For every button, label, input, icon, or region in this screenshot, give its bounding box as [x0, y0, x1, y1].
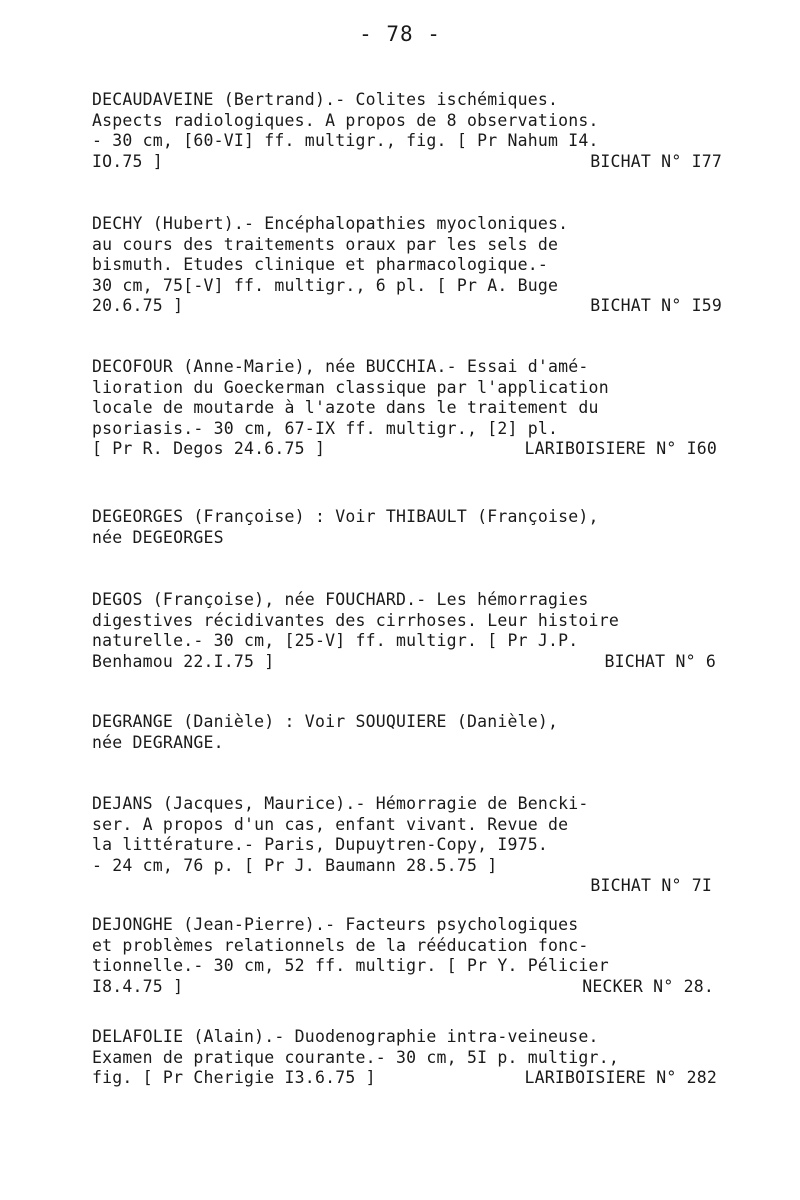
entry-text-line: née DEGEORGES [92, 527, 224, 547]
entry-text-line: DECHY (Hubert).- Encéphalopathies myocloniques. [92, 214, 569, 233]
entry-text-line: DEGRANGE (Danièle) : Voir SOUQUIERE (Danièle), [92, 712, 559, 731]
entry-text-line: - 30 cm, [60-VI] ff. multigr., fig. [ Pr Nahum I4. [92, 131, 599, 150]
entry-location: LARIBOISIERE N° I60 [524, 439, 717, 458]
entry-location: LARIBOISIERE N° 282 [524, 1068, 717, 1087]
bibliography-entry [92, 794, 722, 897]
entry-text-line: DECOFOUR (Anne-Marie), née BUCCHIA.- Essai d'amé- [92, 357, 589, 376]
entry-text-line: DEGOS (Françoise), née FOUCHARD.- Les hémorragies [92, 590, 589, 609]
entry-text-line: DEJANS (Jacques, Maurice).- Hémorragie de Bencki- [92, 794, 589, 813]
entry-text-line: I8.4.75 ] [92, 976, 184, 996]
entry-last-row [92, 439, 717, 460]
entry-location: BICHAT N° I59 [590, 296, 722, 315]
entry-last-row [92, 1068, 717, 1089]
entry-last-row [92, 977, 722, 998]
entry-text-line: 30 cm, 75[-V] ff. multigr., 6 pl. [ Pr A. Buge [92, 275, 559, 295]
entry-text-line: et problèmes relationnels de la rééducation fonc- [92, 935, 589, 955]
entry-location: NECKER N° 28. [582, 976, 714, 996]
entry-text-line: DEGEORGES (Françoise) : Voir THIBAULT (Françoise), [92, 507, 599, 526]
bibliography-entry [92, 915, 722, 997]
entry-text-line: digestives récidivantes des cirrhoses. Leur histoire [92, 610, 619, 630]
entry-last-row [92, 152, 722, 173]
bibliography-entry [92, 90, 722, 172]
page-number: - 78 - [359, 22, 441, 46]
bibliography-entry [92, 1027, 722, 1089]
entry-text-line: Aspects radiologiques. A propos de 8 observations. [92, 110, 599, 130]
entry-text-line: DEJONGHE (Jean-Pierre).- Facteurs psychologiques [92, 915, 579, 934]
bibliography-entry [92, 712, 722, 753]
entry-last-row [92, 296, 722, 317]
bibliography-entry [92, 590, 722, 672]
entry-last-row [92, 652, 722, 673]
entry-text-line: au cours des traitements oraux par les sels de [92, 234, 559, 254]
entry-location: BICHAT N° I77 [590, 151, 722, 171]
entry-text-line: [ Pr R. Degos 24.6.75 ] [92, 439, 326, 458]
entry-text-line: fig. [ Pr Cherigie I3.6.75 ] [92, 1068, 376, 1087]
bibliography-entry [92, 507, 722, 548]
entry-text-line: DECAUDAVEINE (Bertrand).- Colites ischémiques. [92, 90, 559, 109]
entry-text-line: Benhamou 22.I.75 ] [92, 651, 275, 671]
entry-text-line: la littérature.- Paris, Dupuytren-Copy, I975. [92, 835, 549, 854]
entry-text-line: 20.6.75 ] [92, 296, 184, 315]
entry-text-line: DELAFOLIE (Alain).- Duodenographie intra-veineuse. [92, 1027, 599, 1046]
entry-text-line: psoriasis.- 30 cm, 67-IX ff. multigr., [2] pl. [92, 418, 559, 438]
entry-text-line: locale de moutarde à l'azote dans le traitement du [92, 398, 599, 417]
entry-text-line: bismuth. Etudes clinique et pharmacologique.- [92, 255, 549, 274]
bibliography-entry [92, 214, 722, 317]
entry-text-line: naturelle.- 30 cm, [25-V] ff. multigr. [ Pr J.P. [92, 631, 579, 650]
entry-text-line: née DEGRANGE. [92, 732, 224, 752]
entry-text-line: tionnelle.- 30 cm, 52 ff. multigr. [ Pr Y. Pélicier [92, 956, 609, 975]
bibliography-entry [92, 357, 722, 460]
entry-location: BICHAT N° 7I [590, 876, 712, 895]
entry-text-line: lioration du Goeckerman classique par l'application [92, 377, 609, 397]
entry-text-line: Examen de pratique courante.- 30 cm, 5I p. multigr., [92, 1047, 619, 1067]
entry-location: BICHAT N° 6 [604, 651, 716, 671]
entry-text-line: - 24 cm, 76 p. [ Pr J. Baumann 28.5.75 ] [92, 855, 498, 875]
entry-text-line: ser. A propos d'un cas, enfant vivant. Revue de [92, 814, 569, 834]
entry-text-line: IO.75 ] [92, 151, 163, 171]
